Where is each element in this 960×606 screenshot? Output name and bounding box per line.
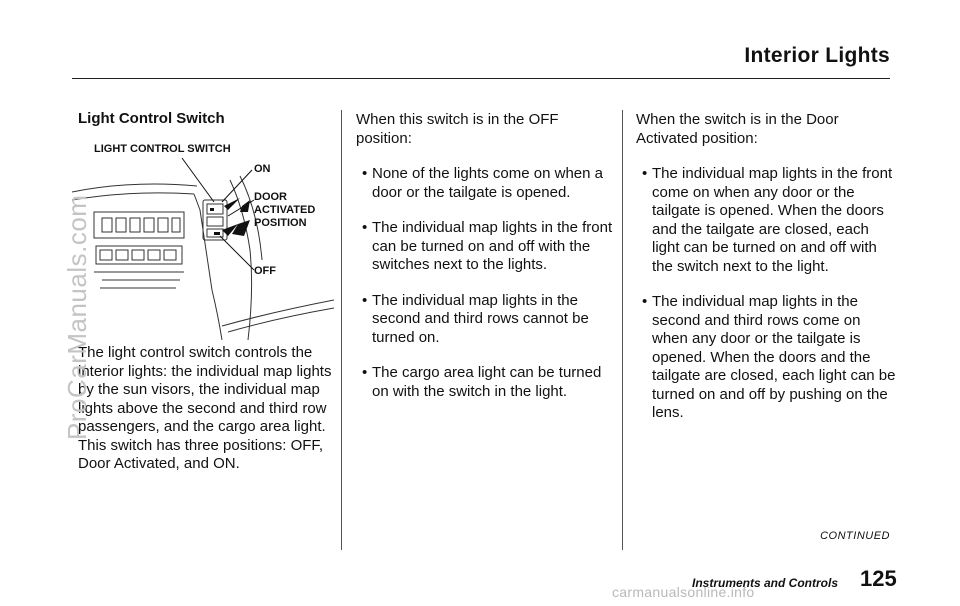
bottom-watermark: carmanualsonline.info bbox=[612, 584, 755, 600]
off-position-intro: When this switch is in the OFF position: bbox=[356, 111, 559, 147]
callout-off: OFF bbox=[254, 265, 276, 277]
callout-door-line-1: DOOR bbox=[254, 191, 287, 203]
off-position-list bbox=[356, 165, 618, 401]
column-divider-1 bbox=[341, 110, 342, 550]
callout-on: ON bbox=[254, 163, 271, 175]
list-item: • The individual map lights in the front can be turned on and off with the switches next to the lights. bbox=[356, 219, 618, 275]
list-item: • The individual map lights in the front come on when any door or the tailgate is opened. When the doors and the tailgate are closed, each light can be turned on and off with the switch next to the light. bbox=[636, 165, 898, 276]
list-item: • The cargo area light can be turned on with the switch in the light. bbox=[356, 364, 618, 401]
door-activated-intro: When the switch is in the Door Activated position: bbox=[636, 111, 839, 147]
page-number: 125 bbox=[860, 566, 897, 591]
callout-door-activated-position bbox=[254, 191, 315, 230]
door-activated-list bbox=[636, 165, 898, 423]
list-item: • The individual map lights in the second and third rows come on when any door or the tailgate is opened. When the doors and the tailgate are closed, each light can be turned on and off by pushing on the lens. bbox=[636, 293, 898, 423]
header-rule bbox=[72, 78, 890, 79]
continued-label: CONTINUED bbox=[820, 530, 890, 542]
switch-description: The light control switch controls the interior lights: the individual map lights by the sun visors, the individual map lights above the second and third row passengers, and the cargo area light. This switch has three positions: OFF, Door Activated, and ON. bbox=[78, 344, 332, 472]
callout-light-control-switch: LIGHT CONTROL SWITCH bbox=[94, 143, 231, 155]
off-position-column bbox=[356, 111, 618, 401]
callout-door-line-3: POSITION bbox=[254, 217, 307, 229]
light-control-switch-figure bbox=[72, 140, 334, 340]
dashboard-illustration bbox=[72, 140, 334, 340]
page-title: Interior Lights bbox=[744, 44, 890, 67]
column-divider-2 bbox=[622, 110, 623, 550]
side-watermark: ProCarManuals.com bbox=[62, 194, 92, 440]
door-activated-column bbox=[636, 111, 898, 423]
list-item: • None of the lights come on when a door or the tailgate is opened. bbox=[356, 165, 618, 202]
list-item: • The individual map lights in the second and third rows cannot be turned on. bbox=[356, 292, 618, 348]
callout-door-line-2: ACTIVATED bbox=[254, 204, 316, 216]
section-heading: Light Control Switch bbox=[78, 110, 225, 127]
footer-section-title: Instruments and Controls bbox=[692, 576, 839, 590]
